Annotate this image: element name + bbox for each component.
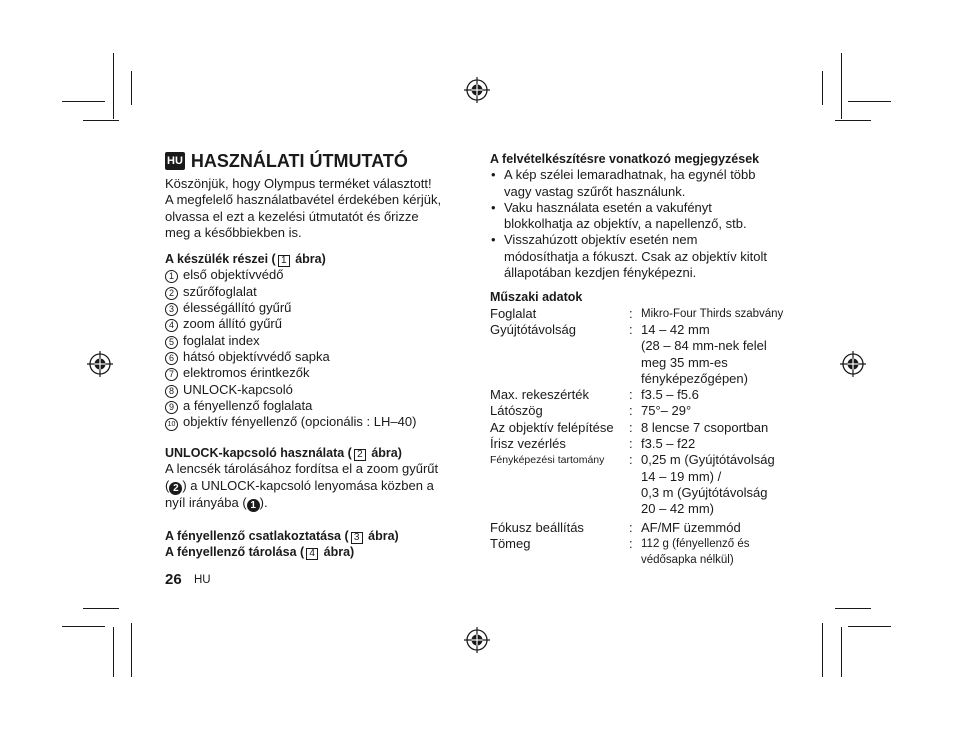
heading-text: ábra) — [320, 545, 355, 560]
spec-separator: : — [629, 436, 633, 452]
spec-label: Fényképezési tartomány — [490, 454, 605, 467]
crop-mark — [131, 623, 132, 677]
text-fragment: ) a UNLOCK-kapcsoló lenyomása közben a — [182, 477, 434, 493]
list-item — [165, 333, 465, 349]
spec-value: AF/MF üzemmód — [641, 519, 741, 535]
spec-value: 75°– 29° — [641, 403, 692, 419]
intro-line: meg a későbbiekben is. — [165, 224, 302, 240]
crop-mark — [848, 101, 891, 102]
list-item — [490, 167, 800, 200]
intro-line: A megfelelő használatbavétel érdekében kérjük, — [165, 192, 442, 208]
page-number: 26 — [165, 571, 182, 588]
item-number: 5 — [165, 336, 178, 349]
specs-heading: Műszaki adatok — [490, 290, 583, 305]
body-line — [165, 495, 465, 512]
spec-separator: : — [629, 535, 633, 551]
note-line: vagy vastag szűrőt használunk. — [504, 183, 686, 199]
spec-value: f3.5 – f22 — [641, 436, 696, 452]
crop-mark — [841, 53, 842, 119]
spec-separator: : — [629, 387, 633, 403]
item-label: első objektívvédő — [183, 267, 284, 283]
figure-number: 4 — [306, 548, 318, 560]
list-item — [165, 382, 465, 398]
item-number: 9 — [165, 401, 178, 414]
parts-list — [165, 267, 465, 431]
item-label: hátsó objektívvédő sapka — [183, 348, 330, 364]
spec-label: Az objektív felépítése — [490, 419, 614, 435]
crop-mark — [131, 71, 132, 105]
right-column — [490, 151, 800, 568]
spec-separator: : — [629, 305, 633, 321]
crop-mark — [62, 626, 105, 627]
heading-text: A fényellenző tárolása ( — [165, 545, 305, 560]
list-item — [165, 316, 465, 332]
item-number: 8 — [165, 385, 178, 398]
value-line: fényképezőgépen) — [641, 370, 748, 386]
value-line: 14 – 19 mm) / — [641, 468, 722, 484]
list-item — [165, 365, 465, 381]
body-line: A lencsék tárolásához fordítsa el a zoom gyűrűt — [165, 461, 439, 477]
item-number: 1 — [165, 270, 178, 283]
registration-mark-icon — [840, 351, 866, 377]
left-column — [165, 150, 465, 560]
list-item — [165, 300, 465, 316]
notes-heading: A felvételkészítésre vonatkozó megjegyzések — [490, 152, 760, 166]
heading-text: A fényellenző csatlakoztatása ( — [165, 528, 349, 543]
crop-mark — [83, 120, 119, 121]
spec-label: Gyújtótávolság — [490, 321, 576, 337]
figure-number: 2 — [354, 449, 366, 461]
heading-text: ábra) — [364, 528, 399, 543]
list-item — [165, 267, 465, 283]
crop-mark — [848, 626, 891, 627]
item-label: foglalat index — [183, 332, 260, 348]
note-line: • Visszahúzott objektív esetén nem — [504, 232, 698, 248]
value-line: 112 g (fényellenző és — [641, 537, 750, 550]
value-line: 14 – 42 mm — [641, 321, 710, 337]
spec-label: Látószög — [490, 403, 543, 419]
value-line: 20 – 42 mm) — [641, 501, 714, 517]
list-item — [490, 232, 800, 281]
note-line: blokkolhatja az objektív, a napellenző, stb. — [504, 216, 747, 232]
hood-attach-heading — [165, 528, 465, 544]
spec-value — [641, 452, 800, 517]
hood-store-heading — [165, 544, 465, 560]
list-item — [165, 414, 465, 431]
item-label: a fényellenző foglalata — [183, 397, 313, 413]
page-language: HU — [194, 574, 211, 586]
crop-mark — [841, 627, 842, 677]
spec-separator: : — [629, 403, 633, 419]
specs-table — [490, 306, 800, 569]
note-line: • A kép szélei lemaradhatnak, ha egynél több — [504, 167, 756, 183]
intro-line: olvassa el ezt a kezelési útmutatót és őrizze — [165, 208, 419, 224]
text-fragment: ). — [259, 494, 268, 510]
spec-label: Max. rekeszérték — [490, 387, 589, 403]
spec-label: Foglalat — [490, 305, 537, 321]
heading-text: UNLOCK-kapcsoló használata ( — [165, 446, 352, 461]
intro-line: Köszönjük, hogy Olympus terméket választott! — [165, 176, 432, 191]
page-title: HASZNÁLATI ÚTMUTATÓ — [190, 151, 408, 171]
value-line: meg 35 mm-es — [641, 354, 728, 370]
item-label: objektív fényellenző (opcionális : LH–40) — [183, 414, 417, 430]
crop-mark — [113, 627, 114, 677]
item-number: 6 — [165, 352, 178, 365]
value-line: (28 – 84 mm-nek felel — [641, 338, 767, 354]
figure-number: 1 — [278, 255, 290, 267]
spec-value — [641, 322, 800, 387]
registration-mark-icon — [464, 627, 490, 653]
crop-mark — [835, 608, 871, 609]
note-line: állapotában kezdjen fényképezni. — [504, 265, 697, 281]
item-label: szűrőfoglalat — [183, 283, 257, 299]
language-badge: HU — [165, 152, 185, 170]
spec-label: Írisz vezérlés — [490, 436, 566, 452]
item-number: 10 — [165, 418, 178, 431]
spec-value: 8 lencse 7 csoportban — [641, 419, 769, 435]
item-label: zoom állító gyűrű — [183, 316, 282, 332]
parts-heading — [165, 251, 465, 267]
intro-text — [165, 176, 465, 241]
text-fragment: ( — [165, 477, 170, 493]
step-number: 1 — [247, 499, 260, 512]
spec-separator: : — [629, 452, 633, 468]
note-line: módosíthatja a fókuszt. Csak az objektív kitolt — [504, 248, 768, 264]
value-line: védősapka nélkül) — [641, 554, 734, 567]
list-item — [165, 284, 465, 300]
heading-text: ábra) — [291, 252, 326, 267]
title-row — [165, 150, 465, 172]
item-label: élességállító gyűrű — [183, 300, 292, 316]
step-number: 2 — [169, 482, 182, 495]
item-number: 4 — [165, 319, 178, 332]
text-fragment: nyíl irányába ( — [165, 494, 247, 510]
unlock-heading — [165, 445, 465, 461]
spec-value: f3.5 – f5.6 — [641, 387, 699, 403]
unlock-text — [165, 461, 465, 511]
spec-value: Mikro-Four Thirds szabvány — [641, 307, 784, 320]
spec-label: Tömeg — [490, 535, 531, 551]
item-label: elektromos érintkezők — [183, 365, 310, 381]
item-number: 3 — [165, 303, 178, 316]
crop-mark — [62, 101, 105, 102]
crop-mark — [822, 623, 823, 677]
crop-mark — [113, 53, 114, 119]
spec-separator: : — [629, 519, 633, 535]
note-line: • Vaku használata esetén a vakufényt — [504, 199, 712, 215]
item-number: 7 — [165, 368, 178, 381]
spec-value — [641, 536, 800, 569]
registration-mark-icon — [87, 351, 113, 377]
crop-mark — [835, 120, 871, 121]
heading-text: A készülék részei ( — [165, 252, 276, 267]
value-line: 0,3 m (Gyújtótávolság — [641, 484, 768, 500]
item-label: UNLOCK-kapcsoló — [183, 381, 293, 397]
heading-text: ábra) — [367, 446, 402, 461]
spec-separator: : — [629, 321, 633, 337]
spec-separator: : — [629, 419, 633, 435]
crop-mark — [83, 608, 119, 609]
crop-mark — [822, 71, 823, 105]
spec-label: Fókusz beállítás — [490, 519, 584, 535]
body-line — [165, 478, 465, 495]
list-item — [490, 200, 800, 233]
value-line: 0,25 m (Gyújtótávolság — [641, 452, 775, 468]
notes-list — [490, 167, 800, 281]
list-item — [165, 349, 465, 365]
registration-mark-icon — [464, 77, 490, 103]
item-number: 2 — [165, 287, 178, 300]
figure-number: 3 — [351, 532, 363, 544]
list-item — [165, 398, 465, 414]
